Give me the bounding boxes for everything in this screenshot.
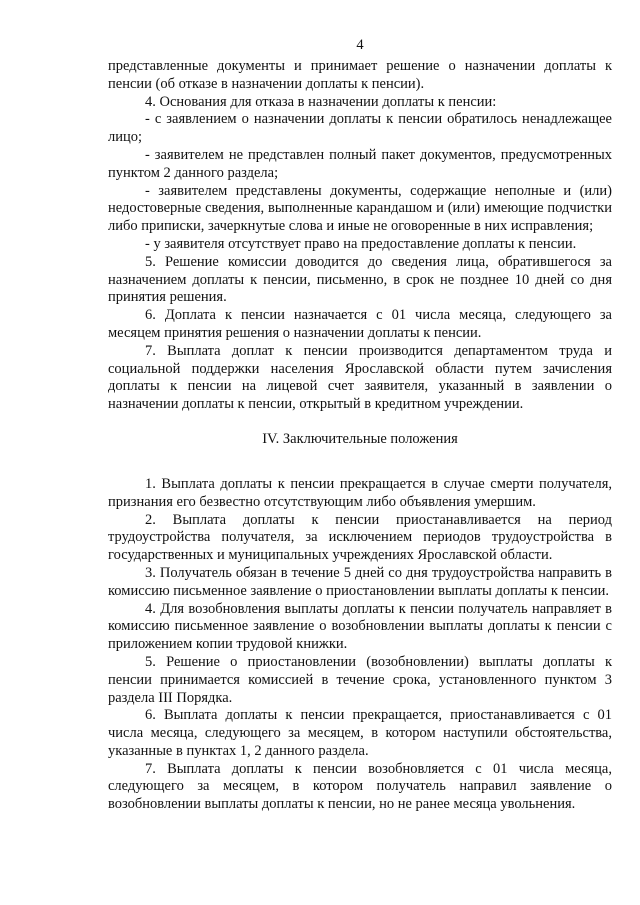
section-3-paragraph: - у заявителя отсутствует право на предоставление доплаты к пенсии. (145, 235, 577, 252)
section-4-heading: IV. Заключительные положения (262, 430, 458, 447)
section-3-paragraph: - заявителем представлены документы, содержащие неполные и (или) недостоверные сведения, выполненные карандашом и (или) имеющие подчистки либо приписки, зачеркнутые слова и иные не оговоренные в них исправления; (108, 182, 612, 235)
section-4-paragraph: 7. Выплата доплаты к пенсии возобновляется с 01 числа месяца, следующего за месяцем, в котором получатель направил заявление о возобновлении выплаты доплаты к пенсии, но не ранее месяца увольнения. (108, 760, 612, 813)
section-4-paragraph: 6. Выплата доплаты к пенсии прекращается, приостанавливается с 01 числа месяца, следующего за месяцем, в котором наступили обстоятельства, указанные в пунктах 1, 2 данного раздела. (108, 707, 612, 759)
section-3-paragraph: 4. Основания для отказа в назначении доплаты к пенсии: (145, 93, 497, 110)
section-3-paragraph: 5. Решение комиссии доводится до сведения лица, обратившегося за назначением доплаты к пенсии, письменно, в срок не позднее 10 дней со дня принятия решения. (108, 253, 612, 306)
page-number: 4 (356, 37, 364, 53)
section-3-paragraph: 7. Выплата доплат к пенсии производится департаментом труда и социальной поддержки населения Ярославской области путем зачисления доплаты к пенсии на лицевой счет заявителя, указанный в заявлении о назначении доплаты к пенсии, открытый в кредитном учреждении. (108, 342, 612, 413)
section-3-paragraph: 6. Доплата к пенсии назначается с 01 числа месяца, следующего за месяцем принятия решения о назначении доплаты к пенсии. (108, 307, 612, 341)
section-3-tail (108, 58, 612, 414)
section-4-body (108, 476, 612, 814)
section-3-paragraph: - заявителем не представлен полный пакет документов, предусмотренных пунктом 2 данного раздела; (108, 146, 612, 181)
section-4-paragraph: 4. Для возобновления выплаты доплаты к пенсии получатель направляет в комиссию письменное заявление о возобновлении выплаты доплаты к пенсии с приложением копии трудовой книжки. (108, 600, 612, 653)
section-3-paragraph: - с заявлением о назначении доплаты к пенсии обратилось ненадлежащее лицо; (108, 111, 612, 146)
document-page (108, 36, 612, 814)
section-4-paragraph: 1. Выплата доплаты к пенсии прекращается в случае смерти получателя, признания его безвестно отсутствующим либо объявления умершим. (108, 475, 612, 510)
section-4-paragraph: 2. Выплата доплаты к пенсии приостанавливается на период трудоустройства получателя, за исключением периодов трудоустройства в государственных и муниципальных учреждениях Ярославской области. (108, 511, 612, 564)
section-3-paragraph: представленные документы и принимает решение о назначении доплаты к пенсии (об отказе в назначении доплаты к пенсии). (108, 58, 612, 92)
section-4-paragraph: 3. Получатель обязан в течение 5 дней со дня трудоустройства направить в комиссию письменное заявление о приостановлении выплаты доплаты к пенсии. (108, 564, 612, 599)
section-4-paragraph: 5. Решение о приостановлении (возобновлении) выплаты доплаты к пенсии принимается комиссией в течение срока, установленного пунктом 3 раздела III Порядка. (108, 653, 612, 706)
